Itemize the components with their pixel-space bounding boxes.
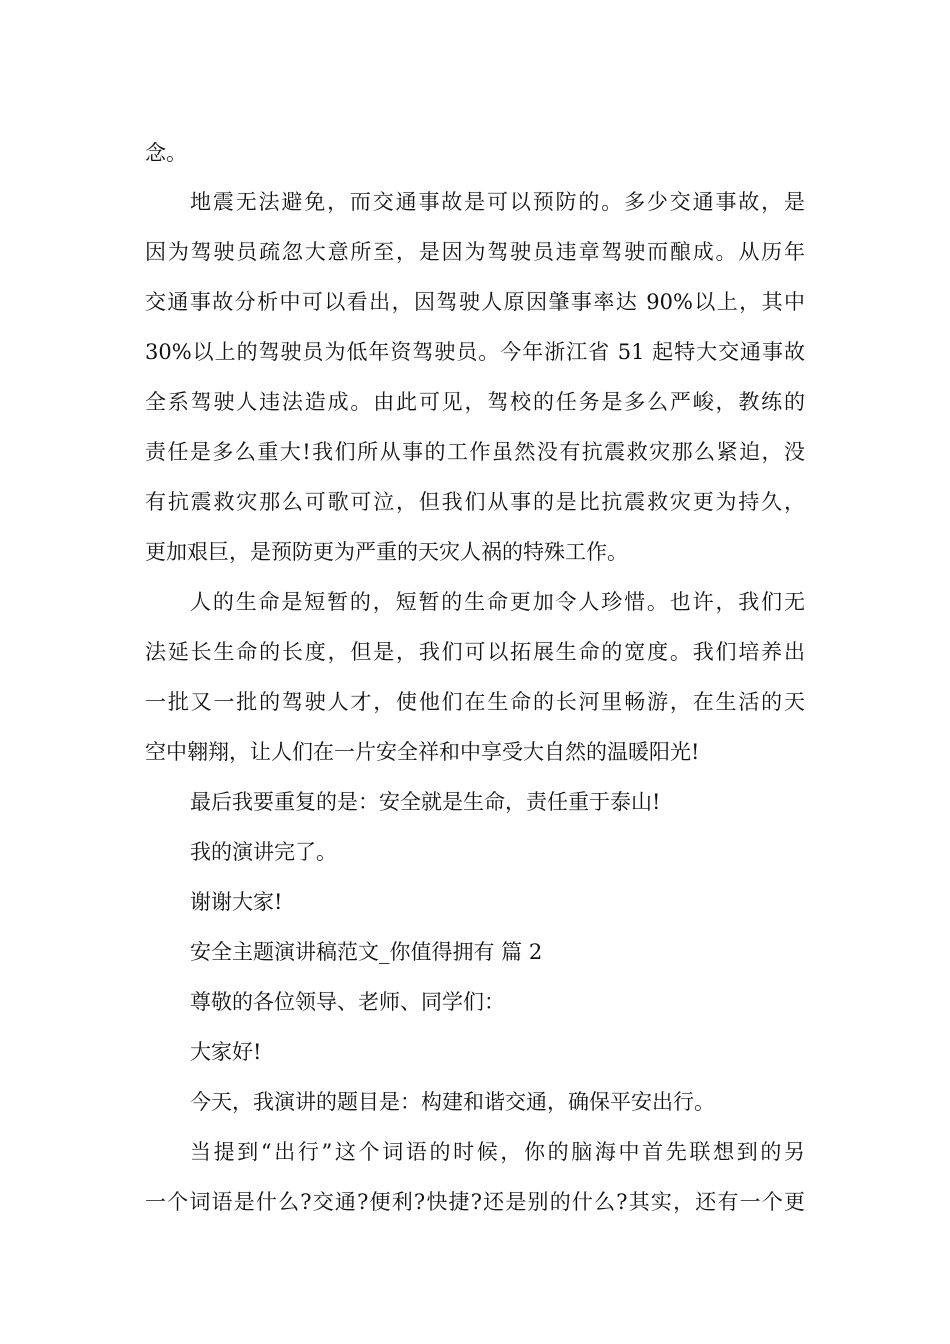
- paragraph-first-line: 人的生命是短暂的，短暂的生命更加令人珍惜。也许，我们无: [190, 590, 805, 614]
- paragraph-line: 最后我要重复的是：安全就是生命，责任重于泰山!: [190, 790, 661, 814]
- paragraph-first-line: 地震无法避免，而交通事故是可以预防的。多少交通事故，是: [190, 190, 805, 214]
- text-line: 因为驾驶员疏忽大意所至，是因为驾驶员违章驾驶而酿成。从历年: [145, 240, 805, 264]
- salutation: 尊敬的各位领导、老师、同学们：: [190, 990, 505, 1014]
- text-line: 空中翱翔，让人们在一片安全祥和中享受大自然的温暖阳光!: [145, 740, 700, 764]
- text-line: 法延长生命的长度，但是，我们可以拓展生命的宽度。我们培养出: [145, 640, 805, 664]
- text-line: 一个词语是什么?交通?便利?快捷?还是别的什么?其实，还有一个更: [145, 1190, 805, 1214]
- greeting: 大家好!: [190, 1040, 262, 1064]
- text-line: 更加艰巨，是预防更为严重的天灾人祸的特殊工作。: [145, 540, 628, 564]
- text-line: 念。: [145, 141, 187, 165]
- text-line: 交通事故分析中可以看出，因驾驶人原因肇事率达 90%以上，其中: [145, 290, 805, 314]
- paragraph-first-line: 当提到“出行”这个词语的时候，你的脑海中首先联想到的另: [190, 1140, 805, 1164]
- paragraph-line: 谢谢大家!: [190, 890, 283, 914]
- text-line: 一批又一批的驾驶人才，使他们在生命的长河里畅游，在生活的天: [145, 690, 805, 714]
- text-line: 责任是多么重大!我们所从事的工作虽然没有抗震救灾那么紧迫，没: [145, 440, 805, 464]
- section-heading: 安全主题演讲稿范文_你值得拥有 篇 2: [190, 940, 543, 964]
- text-line: 有抗震救灾那么可歌可泣，但我们从事的是比抗震救灾更为持久，: [145, 490, 805, 514]
- paragraph-line: 今天，我演讲的题目是：构建和谐交通，确保平安出行。: [190, 1090, 715, 1114]
- paragraph-line: 我的演讲完了。: [190, 840, 337, 864]
- text-line: 30%以上的驾驶员为低年资驾驶员。今年浙江省 51 起特大交通事故: [145, 340, 805, 364]
- text-line: 全系驾驶人违法造成。由此可见，驾校的任务是多么严峻，教练的: [145, 390, 805, 414]
